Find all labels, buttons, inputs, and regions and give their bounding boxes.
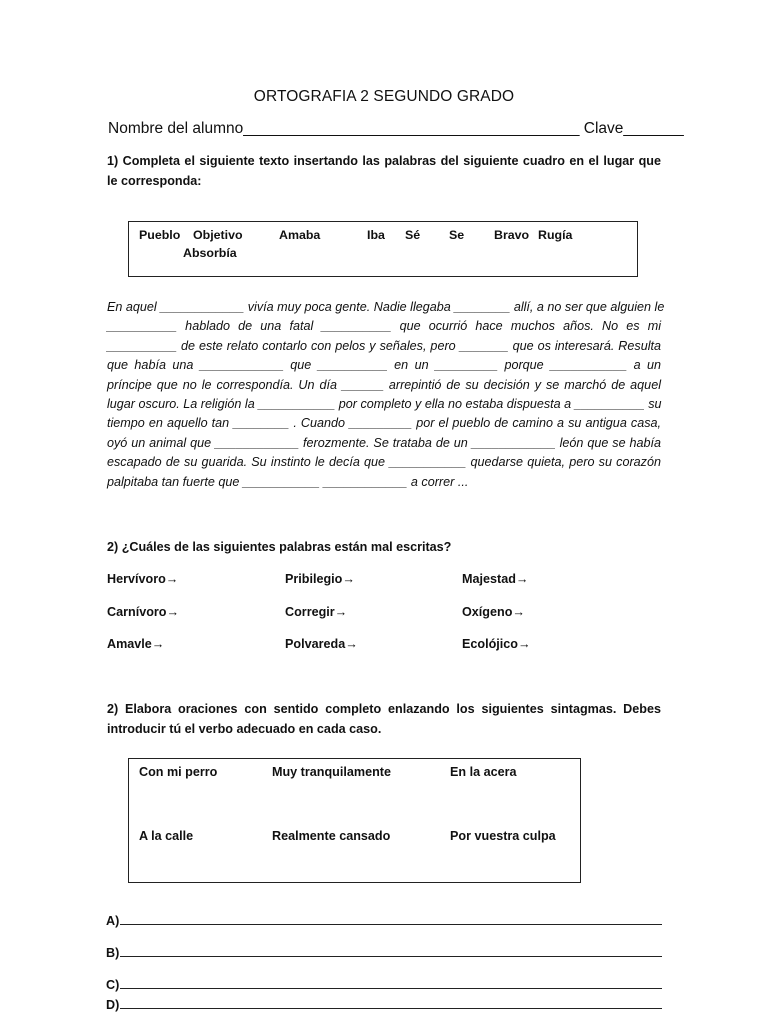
word-bank-item: Rugía xyxy=(538,228,573,242)
phrase-item: Con mi perro xyxy=(139,765,218,779)
answer-label: D) xyxy=(106,998,120,1012)
word-item[interactable]: Polvareda→ xyxy=(285,637,358,651)
word-bank-item: Pueblo xyxy=(139,228,181,242)
question-1-instruction: 1) Completa el siguiente texto insertando las palabras del siguiente cuadro en el lugar que le corresponda: xyxy=(107,154,661,188)
word-item[interactable]: Amavle→ xyxy=(107,637,165,651)
passage-line[interactable]: tiempo en aquello tan ________ . Cuando _________ por el pueblo de camino a su antigua casa, xyxy=(107,416,661,431)
phrase-item: En la acera xyxy=(450,765,517,779)
passage-line[interactable]: lugar oscuro. La religión la ___________ por completo y ella no estaba dispuesta a __________ su xyxy=(107,397,662,412)
passage-line[interactable]: oyó un animal que ____________ ferozmente. Se trataba de un ____________ león que se había xyxy=(107,435,661,450)
word-bank-item: Objetivo xyxy=(193,228,243,242)
answer-line-c[interactable] xyxy=(106,976,662,992)
fill-in-passage xyxy=(107,298,665,492)
word-item[interactable]: Ecolójico→ xyxy=(462,637,531,651)
answer-label: C) xyxy=(106,978,120,992)
word-item[interactable]: Hervívoro→ xyxy=(107,572,179,586)
word-bank-item: Sé xyxy=(405,228,421,242)
word-item[interactable]: Carnívoro→ xyxy=(107,605,180,619)
passage-line[interactable]: que había una ____________ que __________ en un _________ porque ___________ a un xyxy=(107,358,661,373)
student-name-field[interactable]: Nombre del alumno_______________________________________ Clave_______ xyxy=(108,120,684,137)
answer-label: A) xyxy=(106,914,120,928)
word-bank-item: Bravo xyxy=(494,228,530,242)
word-item[interactable]: Majestad→ xyxy=(462,572,529,586)
word-bank-box xyxy=(128,221,638,277)
answer-blank[interactable] xyxy=(120,996,662,1009)
phrase-box xyxy=(128,758,581,883)
phrase-item: A la calle xyxy=(139,829,194,843)
phrase-item: Por vuestra culpa xyxy=(450,829,556,843)
answer-blank[interactable] xyxy=(120,912,662,925)
question-3-instruction: 2) Elabora oraciones con sentido completo enlazando los siguientes sintagmas. Debes introducir tú el verbo adecuado en cada caso. xyxy=(107,702,661,736)
word-item[interactable]: Pribilegio→ xyxy=(285,572,355,586)
answer-line-d[interactable] xyxy=(106,996,662,1012)
passage-line[interactable]: príncipe que no le correspondía. Un día ______ arrepintió de su decisión y se marchó de aquel xyxy=(107,377,661,392)
passage-line[interactable]: __________ de este relato contarlo con pelos y señales, pero _______ que os interesará. Resulta xyxy=(107,338,661,353)
answer-blank[interactable] xyxy=(120,976,662,989)
word-item[interactable]: Corregir→ xyxy=(285,605,348,619)
answer-label: B) xyxy=(106,946,120,960)
answer-blank[interactable] xyxy=(120,944,662,957)
answer-line-a[interactable] xyxy=(106,912,662,928)
page-title: ORTOGRAFIA 2 SEGUNDO GRADO xyxy=(253,88,515,105)
passage-line[interactable]: escapado de su guarida. Su instinto le decía que ___________ quedarse quieta, pero su corazón xyxy=(107,455,661,470)
phrase-item: Realmente cansado xyxy=(272,829,391,843)
question-2-prompt: 2) ¿Cuáles de las siguientes palabras están mal escritas? xyxy=(107,540,452,554)
word-item[interactable]: Oxígeno→ xyxy=(462,605,525,619)
answer-line-b[interactable] xyxy=(106,944,662,960)
passage-line[interactable]: En aquel ____________ vivía muy poca gente. Nadie llegaba ________ allí, a no ser que alguien le xyxy=(107,300,665,314)
passage-line[interactable]: palpitaba tan fuerte que ___________ ____________ a correr ... xyxy=(107,474,469,489)
word-bank-item: Absorbía xyxy=(183,246,237,260)
word-bank-item: Se xyxy=(449,228,465,242)
passage-line[interactable]: __________ hablado de una fatal __________ que ocurrió hace muchos años. No es mi xyxy=(107,319,661,334)
word-bank-item: Iba xyxy=(367,228,385,242)
phrase-item: Muy tranquilamente xyxy=(272,765,391,779)
word-bank-item: Amaba xyxy=(279,228,321,242)
